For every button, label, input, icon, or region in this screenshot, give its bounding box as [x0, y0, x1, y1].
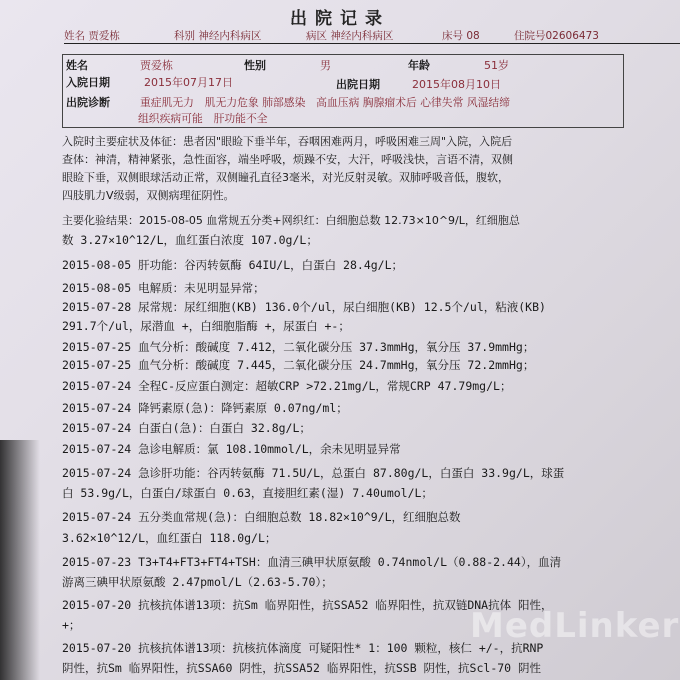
record-line: 游离三碘甲状原氨酸 2.47pmol/L（2.63-5.70）；: [62, 575, 333, 589]
discharge-label: 出院日期: [336, 78, 380, 91]
age-label: 年龄: [408, 59, 430, 72]
document-title: 出院记录: [290, 9, 390, 29]
record-line: 2015-07-24 五分类血常规(急)：白细胞总数 18.82×10^9/L，红细胞总数: [62, 510, 461, 524]
record-line: 主要化验结果：2015-08-05 血常规五分类+网织红：白细胞总数 12.73×10^9/L，红细胞总: [62, 214, 520, 227]
record-line: 2015-08-05 肝功能：谷丙转氨酶 64IU/L，白蛋白 28.4g/L；: [62, 258, 404, 272]
record-line: 数 3.27×10^12/L，血红蛋白浓度 107.0g/L；: [62, 233, 318, 247]
record-line: 3.62×10^12/L，血红蛋白 118.0g/L；: [62, 531, 277, 545]
patient-sex: 男: [320, 59, 331, 72]
record-line: 2015-08-05 电解质：未见明显异常；: [62, 281, 265, 295]
diag-line-2: 组织疾病可能 肝功能不全: [138, 112, 268, 125]
record-line: 2015-07-24 急诊电解质：氯 108.10mmol/L，余未见明显异常: [62, 442, 401, 456]
patient-age: 51岁: [484, 59, 509, 72]
record-line: 2015-07-24 全程C-反应蛋白测定：超敏CRP >72.21mg/L，常规CRP 47.79mg/L；: [62, 379, 512, 393]
record-line: 2015-07-20 抗核抗体谱13项：抗核抗体滴度 可疑阳性* 1：100 颗粒，核仁 +/-，抗RNP: [62, 641, 544, 655]
patient-name: 贾爱栋: [140, 59, 173, 72]
record-line: 入院时主要症状及体征：患者因"眼睑下垂半年，吞咽困难两月，呼吸困难三周"入院，入院后: [62, 135, 513, 148]
record-line: 2015-07-24 降钙素原(急)：降钙素原 0.07ng/ml；: [62, 401, 348, 415]
record-line: 2015-07-23 T3+T4+FT3+FT4+TSH：血清三碘甲状原氨酸 0.74nmol/L（0.88-2.44），血清: [62, 555, 562, 569]
record-line: +；: [62, 618, 81, 632]
record-line: 2015-07-24 白蛋白(急)：白蛋白 32.8g/L；: [62, 421, 311, 435]
record-line: 2015-07-24 急诊肝功能：谷丙转氨酶 71.5U/L，总蛋白 87.80g/L，白蛋白 33.9g/L，球蛋: [62, 466, 565, 480]
header-dept: 科别 神经内科病区: [174, 30, 262, 42]
record-line: 2015-07-20 抗核抗体谱13项：抗Sm 临界阳性，抗SSA52 临界阳性，抗双链DNA抗体 阳性，: [62, 598, 553, 612]
record-line: 查体：神清，精神紧张，急性面容，端坐呼吸，烦躁不安，大汗，呼吸浅快，言语不清，双侧: [62, 153, 513, 166]
watermark: MedLinker: [470, 606, 680, 646]
record-line: 2015-07-25 血气分析：酸碱度 7.412，二氧化碳分压 37.3mmHg，氧分压 37.9mmHg；: [62, 340, 535, 354]
page-shadow: [0, 440, 40, 680]
name-label: 姓名: [66, 59, 88, 72]
admit-label: 入院日期: [66, 76, 110, 89]
record-line: 四肢肌力V级弱，双侧病理征阴性。: [62, 189, 235, 202]
header-divider: [64, 43, 680, 44]
record-line: 阴性，抗Sm 临界阳性，抗SSA60 阴性，抗SSA52 临界阳性，抗SSB 阴性，抗Scl-70 阴性: [62, 661, 542, 675]
header-hosp-no: 住院号02606473: [514, 30, 599, 42]
diag-line-1: 重症肌无力 肌无力危象 肺部感染 高血压病 胸腺瘤术后 心律失常 风湿结缔: [140, 96, 511, 109]
diag-label: 出院诊断: [66, 96, 110, 109]
record-line: 2015-07-28 尿常规：尿红细胞(KB) 136.0个/ul，尿白细胞(KB) 12.5个/ul，粘液(KB): [62, 300, 546, 314]
record-line: 2015-07-25 血气分析：酸碱度 7.445，二氧化碳分压 24.7mmHg，氧分压 72.2mmHg；: [62, 358, 535, 372]
record-line: 白 53.9g/L，白蛋白/球蛋白 0.63，直接胆红素(湿) 7.40umol/L；: [62, 486, 433, 500]
header-bed: 床号 08: [442, 30, 480, 42]
header-name: 姓名 贾爱栋: [64, 30, 120, 42]
header-ward: 病区 神经内科病区: [306, 30, 394, 42]
admit-date: 2015年07月17日: [144, 76, 233, 89]
sex-label: 性别: [244, 59, 266, 72]
record-line: 眼睑下垂，双侧眼球活动正常，双侧瞳孔直径3毫米，对光反射灵敏。双肺呼吸音低，腹软，: [62, 171, 509, 184]
record-line: 291.7个/ul，尿潜血 +，白细胞脂酶 +，尿蛋白 +-；: [62, 319, 350, 333]
discharge-date: 2015年08月10日: [412, 78, 501, 91]
